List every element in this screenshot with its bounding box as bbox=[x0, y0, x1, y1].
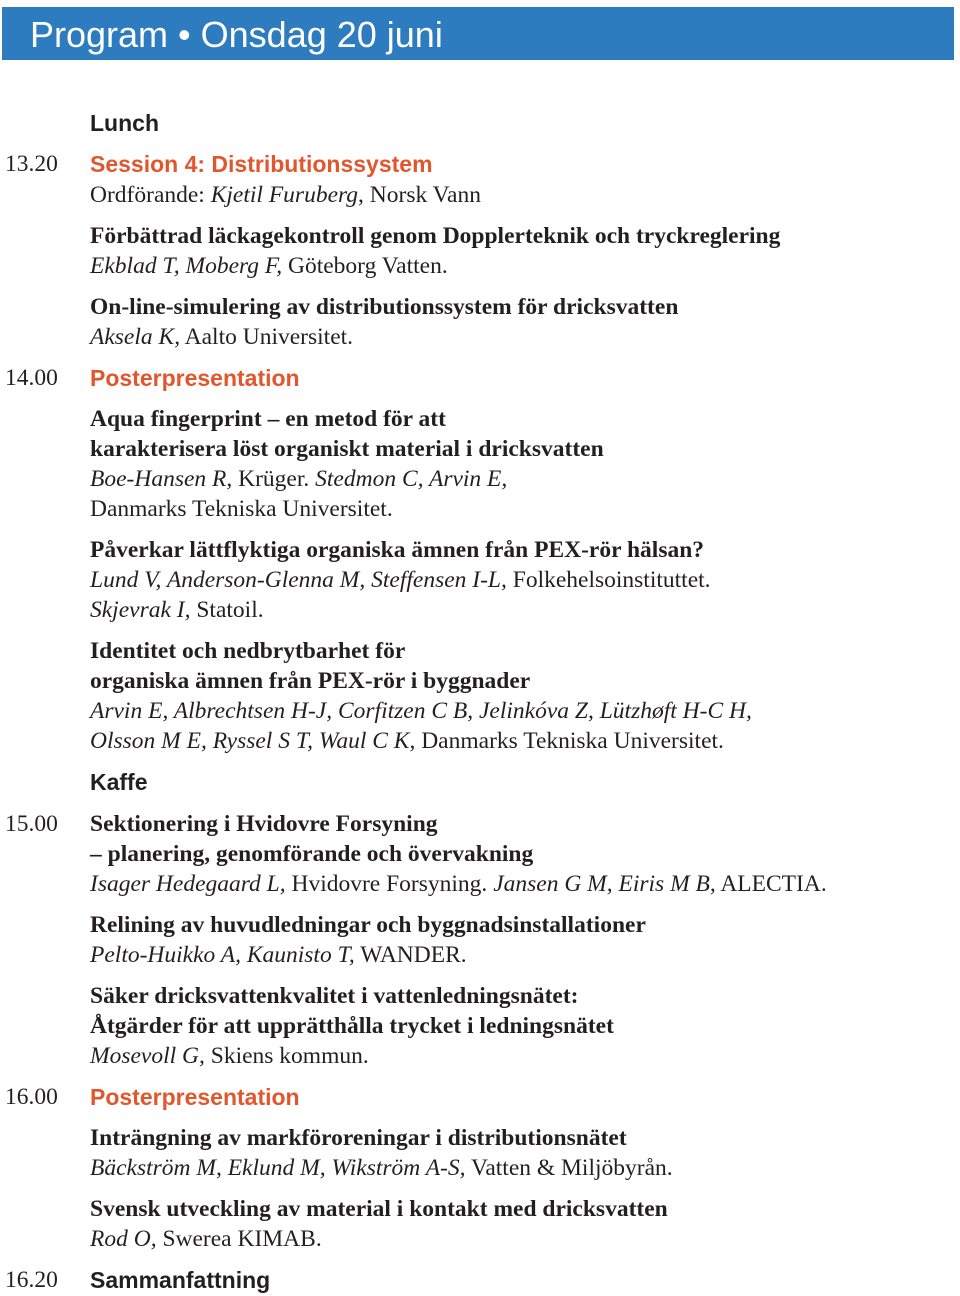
time-16-00: 16.00 bbox=[5, 1084, 58, 1110]
talk-title: Sektionering i Hvidovre Forsyning bbox=[90, 811, 438, 837]
talk-title: On-line-simulering av distributionssystem för dricksvatten bbox=[90, 294, 679, 320]
chair-name: Kjetil Furuberg bbox=[210, 182, 359, 208]
time-16-20: 16.20 bbox=[5, 1267, 58, 1293]
poster-authors: Lund V, Anderson-Glenna M, Steffensen I-L, Folkehelsoinstituttet. bbox=[90, 567, 711, 593]
poster-authors: Rod O, Swerea KIMAB. bbox=[90, 1226, 322, 1252]
poster-authors: Skjevrak I, Statoil. bbox=[90, 597, 264, 623]
talk-authors: Isager Hedegaard L, Hvidovre Forsyning. Jansen G M, Eiris M B, ALECTIA. bbox=[90, 871, 827, 897]
session-chair: Ordförande: Kjetil Furuberg, Norsk Vann bbox=[90, 182, 481, 208]
session-4-title: Session 4: Distributionssystem bbox=[90, 151, 433, 177]
poster-title: Aqua fingerprint – en metod för att bbox=[90, 406, 446, 432]
poster-authors: Arvin E, Albrechtsen H-J, Corfitzen C B, Jelinkóva Z, Lützhøft H-C H, bbox=[90, 698, 752, 724]
talk-title: Förbättrad läckagekontroll genom Dopplerteknik och tryckreglering bbox=[90, 223, 781, 249]
poster-title: Identitet och nedbrytbarhet för bbox=[90, 638, 406, 664]
poster-title: Svensk utveckling av material i kontakt med dricksvatten bbox=[90, 1196, 668, 1222]
poster-session-title: Posterpresentation bbox=[90, 365, 300, 391]
time-13-20: 13.20 bbox=[5, 151, 58, 177]
time-14-00: 14.00 bbox=[5, 365, 58, 391]
lunch-break: Lunch bbox=[90, 110, 159, 136]
time-15-00: 15.00 bbox=[5, 811, 58, 837]
talk-authors: Ekblad T, Moberg F, Göteborg Vatten. bbox=[90, 253, 448, 279]
talk-authors: Pelto-Huikko A, Kaunisto T, WANDER. bbox=[90, 942, 467, 968]
talk-title: Åtgärder för att upprätthålla trycket i ledningsnätet bbox=[90, 1013, 614, 1039]
talk-title: Säker dricksvattenkvalitet i vattenledningsnätet: bbox=[90, 983, 579, 1009]
poster-title: karakterisera löst organiskt material i dricksvatten bbox=[90, 436, 604, 462]
poster-title: Inträngning av markföroreningar i distributionsnätet bbox=[90, 1125, 627, 1151]
poster-authors: Olsson M E, Ryssel S T, Waul C K, Danmarks Tekniska Universitet. bbox=[90, 728, 724, 754]
summary-title: Sammanfattning bbox=[90, 1267, 271, 1293]
page-title: Program • Onsdag 20 juni bbox=[30, 14, 443, 55]
header-bar bbox=[2, 7, 954, 60]
poster-session-title: Posterpresentation bbox=[90, 1084, 300, 1110]
poster-affiliation: Danmarks Tekniska Universitet. bbox=[90, 496, 393, 522]
coffee-break: Kaffe bbox=[90, 769, 148, 795]
poster-title: Påverkar lättflyktiga organiska ämnen från PEX-rör hälsan? bbox=[90, 537, 705, 563]
poster-authors: Boe-Hansen R, Krüger. Stedmon C, Arvin E, bbox=[90, 466, 508, 492]
talk-authors: Aksela K, Aalto Universitet. bbox=[90, 324, 354, 350]
talk-authors: Mosevoll G, Skiens kommun. bbox=[90, 1043, 369, 1069]
talk-title: Relining av huvudledningar och byggnadsinstallationer bbox=[90, 912, 646, 938]
poster-authors: Bäckström M, Eklund M, Wikström A-S, Vatten & Miljöbyrån. bbox=[90, 1155, 673, 1181]
poster-title: organiska ämnen från PEX-rör i byggnader bbox=[90, 668, 531, 694]
talk-title: – planering, genomförande och övervakning bbox=[90, 841, 534, 867]
